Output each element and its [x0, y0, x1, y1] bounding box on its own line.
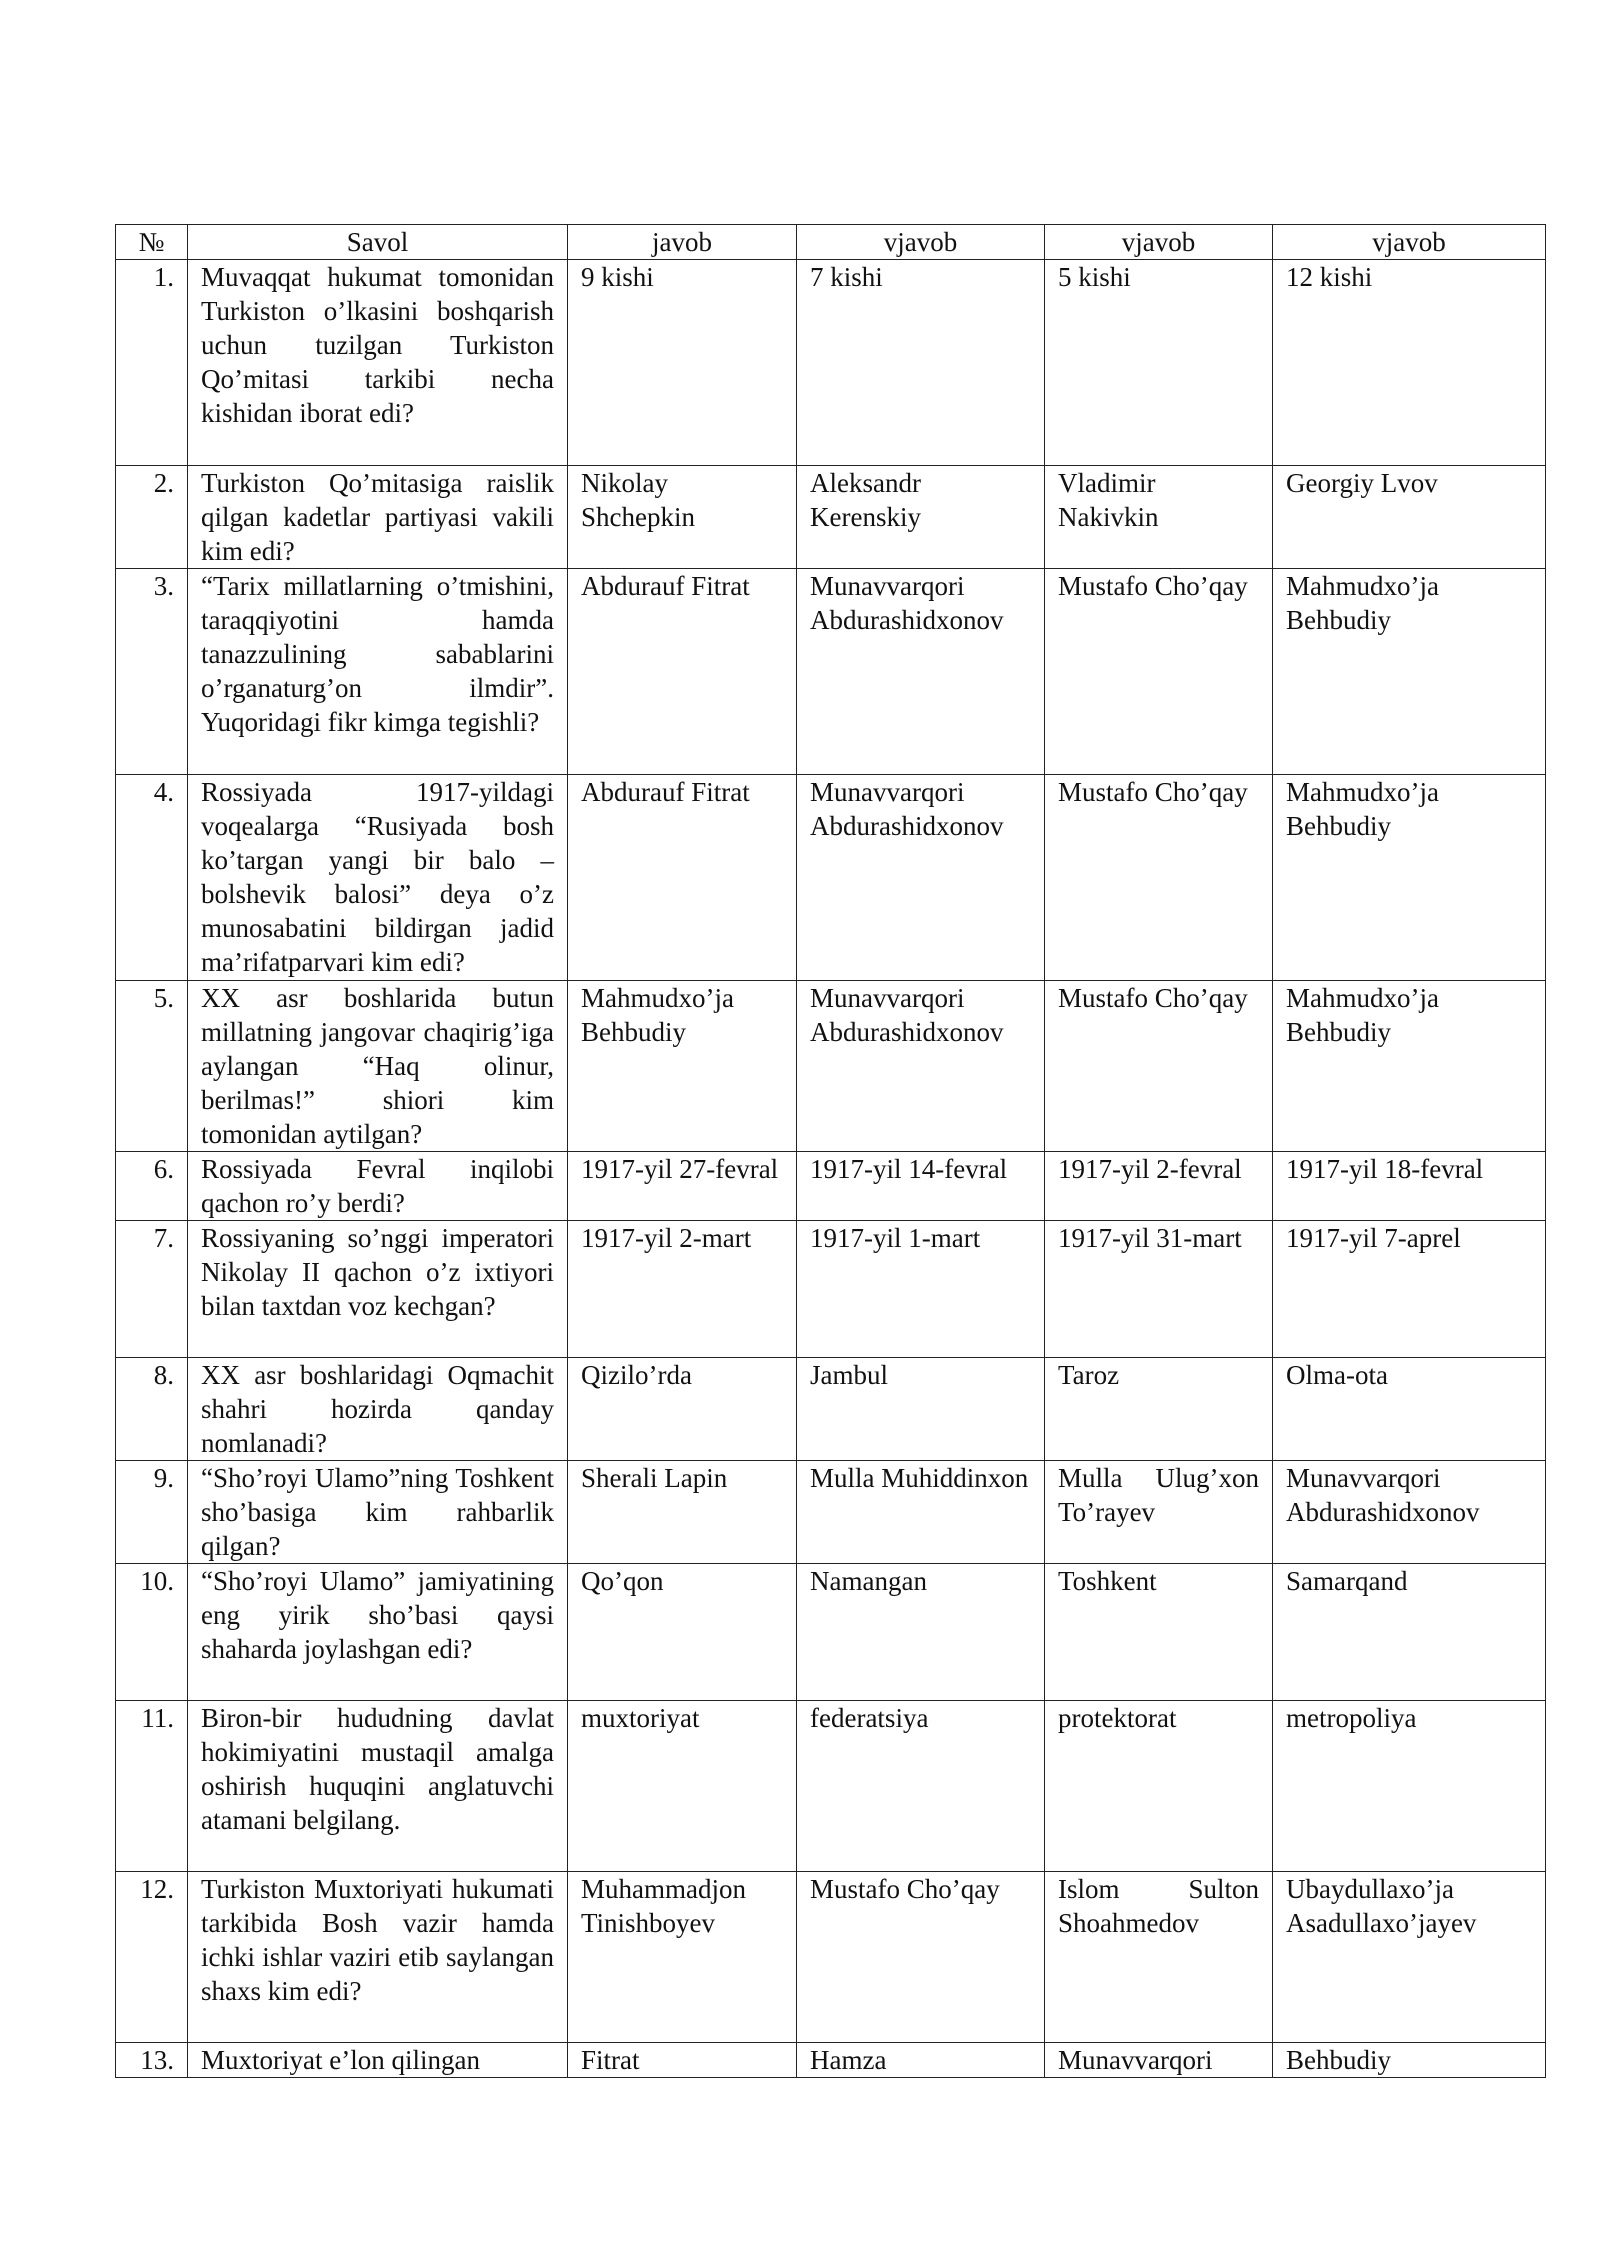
answer-cell-3: Mustafo Cho’qay: [1045, 569, 1273, 775]
question-cell: Rossiyada 1917-yildagi voqealarga “Rusiyada bosh ko’targan yangi bir balo – bolshevik balosi” deya o’z munosabatini bildirgan jadid ma’rifatparvari kim edi?: [188, 775, 568, 981]
answer-cell-2: Jambul: [797, 1358, 1045, 1461]
row-number: 11.: [116, 1701, 188, 1872]
table-row: [116, 775, 1546, 981]
answer-cell-1: Mahmudxo’ja Behbudiy: [568, 981, 797, 1152]
question-cell: Rossiyaning so’nggi imperatori Nikolay II qachon o’z ixtiyori bilan taxtdan voz kechgan?: [188, 1221, 568, 1358]
answer-cell-1: 9 kishi: [568, 260, 797, 466]
answer-cell-1: Muhammadjon Tinishboyev: [568, 1872, 797, 2043]
question-cell: Biron-bir hududning davlat hokimiyatini mustaqil amalga oshirish huquqini anglatuvchi atamani belgilang.: [188, 1701, 568, 1872]
answer-cell-1: Abdurauf Fitrat: [568, 569, 797, 775]
answer-cell-2: Mustafo Cho’qay: [797, 1872, 1045, 2043]
row-number: 7.: [116, 1221, 188, 1358]
row-number: 3.: [116, 569, 188, 775]
header-number: №: [116, 225, 188, 260]
table-row: [116, 569, 1546, 775]
answer-cell-1: muxtoriyat: [568, 1701, 797, 1872]
row-number: 2.: [116, 466, 188, 569]
row-number: 6.: [116, 1152, 188, 1221]
question-cell: Turkiston Qo’mitasiga raislik qilgan kadetlar partiyasi vakili kim edi?: [188, 466, 568, 569]
answer-cell-3: Munavvarqori: [1045, 2043, 1273, 2078]
header-answer-1: javob: [568, 225, 797, 260]
row-number: 9.: [116, 1461, 188, 1564]
table-row: [116, 1358, 1546, 1461]
row-number: 13.: [116, 2043, 188, 2078]
answer-cell-3: Islom Sulton Shoahmedov: [1045, 1872, 1273, 2043]
answer-cell-4: Ubaydullaxo’ja Asadullaxo’jayev: [1273, 1872, 1546, 2043]
answer-cell-1: Abdurauf Fitrat: [568, 775, 797, 981]
table-row: [116, 1461, 1546, 1564]
question-cell: “Sho’royi Ulamo”ning Toshkent sho’basiga kim rahbarlik qilgan?: [188, 1461, 568, 1564]
row-number: 1.: [116, 260, 188, 466]
table-row: [116, 1701, 1546, 1872]
header-question: Savol: [188, 225, 568, 260]
header-answer-2: vjavob: [797, 225, 1045, 260]
row-number: 10.: [116, 1564, 188, 1701]
answer-cell-3: Mulla Ulug’xon To’rayev: [1045, 1461, 1273, 1564]
answer-cell-4: Mahmudxo’ja Behbudiy: [1273, 981, 1546, 1152]
table-row: [116, 981, 1546, 1152]
table-row: [116, 466, 1546, 569]
row-number: 5.: [116, 981, 188, 1152]
table-header-row: [116, 225, 1546, 260]
table-row: [116, 1564, 1546, 1701]
quiz-table: [115, 224, 1546, 2078]
answer-cell-4: 1917-yil 18-fevral: [1273, 1152, 1546, 1221]
question-cell: Muxtoriyat e’lon qilingan: [188, 2043, 568, 2078]
answer-cell-2: Namangan: [797, 1564, 1045, 1701]
question-cell: XX asr boshlarida butun millatning jangovar chaqirig’iga aylangan “Haq olinur, berilmas!” shiori kim tomonidan aytilgan?: [188, 981, 568, 1152]
row-number: 8.: [116, 1358, 188, 1461]
question-cell: Muvaqqat hukumat tomonidan Turkiston o’lkasini boshqarish uchun tuzilgan Turkiston Qo’mitasi tarkibi necha kishidan iborat edi?: [188, 260, 568, 466]
answer-cell-1: Qo’qon: [568, 1564, 797, 1701]
answer-cell-2: Aleksandr Kerenskiy: [797, 466, 1045, 569]
answer-cell-2: Munavvarqori Abdurashidxonov: [797, 981, 1045, 1152]
answer-cell-1: Fitrat: [568, 2043, 797, 2078]
row-number: 4.: [116, 775, 188, 981]
answer-cell-3: Toshkent: [1045, 1564, 1273, 1701]
answer-cell-3: Mustafo Cho’qay: [1045, 981, 1273, 1152]
table-row: [116, 1152, 1546, 1221]
answer-cell-4: Munavvarqori Abdurashidxonov: [1273, 1461, 1546, 1564]
answer-cell-4: 12 kishi: [1273, 260, 1546, 466]
table-row: [116, 260, 1546, 466]
answer-cell-1: 1917-yil 2-mart: [568, 1221, 797, 1358]
table-row: [116, 2043, 1546, 2078]
answer-cell-2: Munavvarqori Abdurashidxonov: [797, 775, 1045, 981]
answer-cell-4: Olma-ota: [1273, 1358, 1546, 1461]
table-row: [116, 1872, 1546, 2043]
answer-cell-3: protektorat: [1045, 1701, 1273, 1872]
answer-cell-2: Munavvarqori Abdurashidxonov: [797, 569, 1045, 775]
question-cell: Rossiyada Fevral inqilobi qachon ro’y berdi?: [188, 1152, 568, 1221]
answer-cell-3: 5 kishi: [1045, 260, 1273, 466]
answer-cell-2: 7 kishi: [797, 260, 1045, 466]
answer-cell-2: federatsiya: [797, 1701, 1045, 1872]
answer-cell-2: Mulla Muhiddinxon: [797, 1461, 1045, 1564]
answer-cell-1: Qizilo’rda: [568, 1358, 797, 1461]
answer-cell-1: 1917-yil 27-fevral: [568, 1152, 797, 1221]
answer-cell-4: Georgiy Lvov: [1273, 466, 1546, 569]
header-answer-3: vjavob: [1045, 225, 1273, 260]
answer-cell-3: Vladimir Nakivkin: [1045, 466, 1273, 569]
answer-cell-4: 1917-yil 7-aprel: [1273, 1221, 1546, 1358]
answer-cell-2: 1917-yil 1-mart: [797, 1221, 1045, 1358]
question-cell: “Sho’royi Ulamo” jamiyatining eng yirik sho’basi qaysi shaharda joylashgan edi?: [188, 1564, 568, 1701]
answer-cell-2: 1917-yil 14-fevral: [797, 1152, 1045, 1221]
answer-cell-3: 1917-yil 2-fevral: [1045, 1152, 1273, 1221]
answer-cell-1: Nikolay Shchepkin: [568, 466, 797, 569]
question-cell: XX asr boshlaridagi Oqmachit shahri hozirda qanday nomlanadi?: [188, 1358, 568, 1461]
answer-cell-4: Mahmudxo’ja Behbudiy: [1273, 775, 1546, 981]
answer-cell-3: 1917-yil 31-mart: [1045, 1221, 1273, 1358]
answer-cell-1: Sherali Lapin: [568, 1461, 797, 1564]
row-number: 12.: [116, 1872, 188, 2043]
answer-cell-3: Mustafo Cho’qay: [1045, 775, 1273, 981]
answer-cell-4: Behbudiy: [1273, 2043, 1546, 2078]
answer-cell-2: Hamza: [797, 2043, 1045, 2078]
answer-cell-4: Mahmudxo’ja Behbudiy: [1273, 569, 1546, 775]
question-cell: “Tarix millatlarning o’tmishini, taraqqiyotini hamda tanazzulining sabablarini o’rganaturg’on ilmdir”. Yuqoridagi fikr kimga tegishli?: [188, 569, 568, 775]
question-cell: Turkiston Muxtoriyati hukumati tarkibida Bosh vazir hamda ichki ishlar vaziri etib saylangan shaxs kim edi?: [188, 1872, 568, 2043]
answer-cell-4: metropoliya: [1273, 1701, 1546, 1872]
answer-cell-3: Taroz: [1045, 1358, 1273, 1461]
answer-cell-4: Samarqand: [1273, 1564, 1546, 1701]
table-row: [116, 1221, 1546, 1358]
header-answer-4: vjavob: [1273, 225, 1546, 260]
